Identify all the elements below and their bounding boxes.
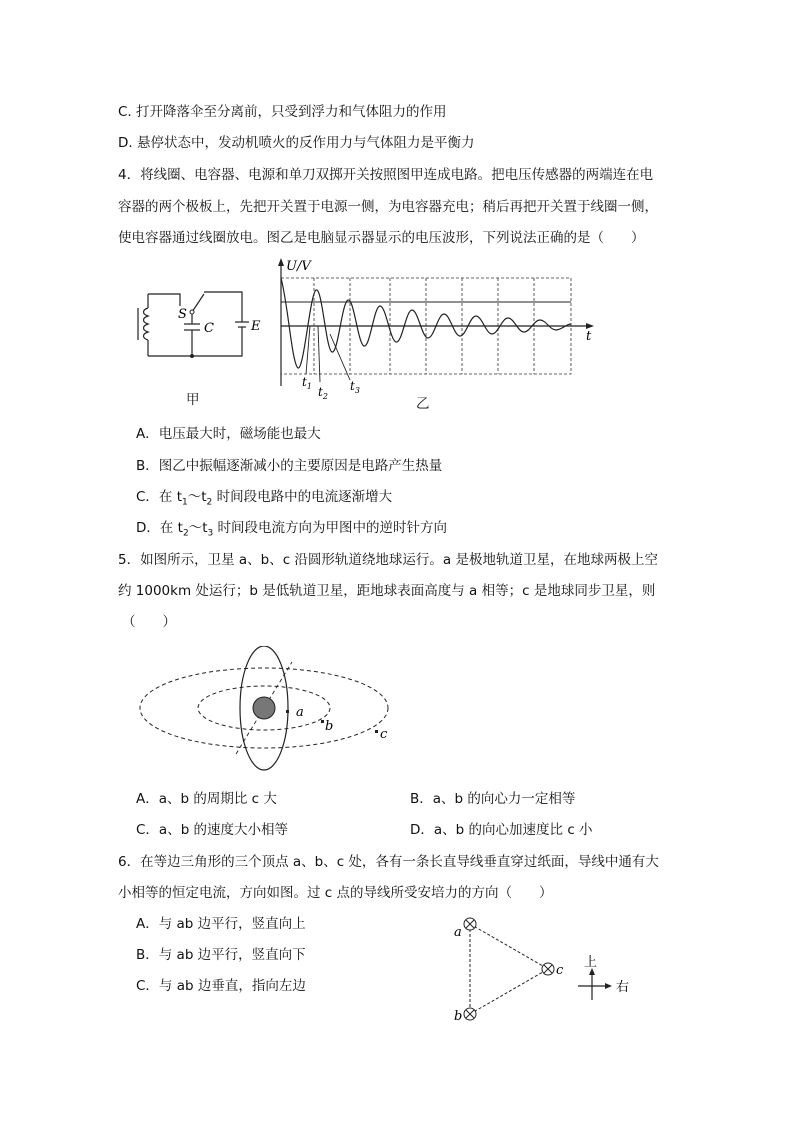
q5-option-a: A．a、b 的周期比 c 大: [136, 791, 277, 807]
q5-option-b: B．a、b 的向心力一定相等: [410, 791, 576, 807]
q6-stem-line2: 小相等的恒定电流，方向如图。过 c 点的导线所受安培力的方向（ ）: [118, 885, 553, 901]
capacitor-label: C: [204, 321, 214, 336]
q4-stem-line1: 4．将线圈、电容器、电源和单刀双掷开关按照图甲连成电路。把电压传感器的两端连在电: [118, 167, 654, 183]
figure-jia-caption: 甲: [186, 392, 200, 408]
triangle-wires-diagram: [448, 910, 648, 1030]
q3-option-c: C. 打开降落伞至分离前，只受到浮力和气体阻力的作用: [118, 104, 447, 120]
q4-stem-line3: 使电容器通过线圈放电。图乙是电脑显示器显示的电压波形，下列说法正确的是（ ）: [118, 230, 645, 246]
up-label: 上: [584, 955, 598, 970]
q4-option-b: B．图乙中振幅逐渐减小的主要原因是电路产生热量: [136, 458, 443, 474]
q6-option-b: B．与 ab 边平行，竖直向下: [136, 947, 306, 963]
q6-option-a: A．与 ab 边平行，竖直向上: [136, 916, 306, 932]
q6-stem-line1: 6．在等边三角形的三个顶点 a、b、c 处，各有一条长直导线垂直穿过纸面，导线中通有大: [118, 854, 659, 870]
q5-option-d: D．a、b 的向心加速度比 c 小: [410, 822, 593, 838]
t3-label: $t_3$: [350, 379, 360, 395]
q4-stem-line2: 容器的两个极板上，先把开关置于电源一侧，为电容器充电；稍后再把开关置于线圈一侧，: [118, 199, 658, 215]
figure-yi-caption: 乙: [416, 396, 430, 412]
q5-stem-line2: 约 1000km 处运行；b 是低轨道卫星，距地球表面高度与 a 相等；c 是地球同步卫星，则: [118, 583, 656, 599]
right-label: 右: [616, 980, 630, 995]
satellite-orbits-diagram: [136, 646, 406, 778]
y-axis-label: U/V: [286, 259, 311, 274]
t1-label: $t_1$: [302, 375, 312, 391]
source-label: E: [251, 319, 261, 334]
q5-stem-line1: 5．如图所示，卫星 a、b、c 沿圆形轨道绕地球运行。a 是极地轨道卫星，在地球两极上空: [118, 552, 658, 568]
vertex-c-label: c: [556, 963, 564, 978]
satellite-a-label: a: [296, 705, 304, 720]
x-axis-label: t: [586, 329, 592, 344]
voltage-waveform-chart: [270, 254, 600, 404]
q3-option-d: D. 悬停状态中，发动机喷火的反作用力与气体阻力是平衡力: [118, 135, 475, 151]
lc-circuit-diagram: [132, 288, 262, 368]
t2-label: $t_2$: [318, 385, 328, 401]
satellite-b-label: b: [325, 719, 334, 734]
q6-option-c: C．与 ab 边垂直，指向左边: [136, 978, 306, 994]
q4-option-a: A．电压最大时，磁场能也最大: [136, 426, 321, 442]
q4-option-d: D．在 $t_2\sim t_3$ 时间段电流方向为甲图中的逆时针方向: [136, 520, 448, 539]
q4-option-c: C．在 $t_1\sim t_2$ 时间段电路中的电流逐渐增大: [136, 489, 393, 508]
q5-option-c: C．a、b 的速度大小相等: [136, 822, 289, 838]
satellite-c-label: c: [380, 727, 388, 742]
switch-label: S: [178, 307, 187, 322]
q5-stem-line3: （ ）: [122, 614, 176, 630]
vertex-b-label: b: [454, 1009, 463, 1024]
vertex-a-label: a: [454, 925, 462, 940]
